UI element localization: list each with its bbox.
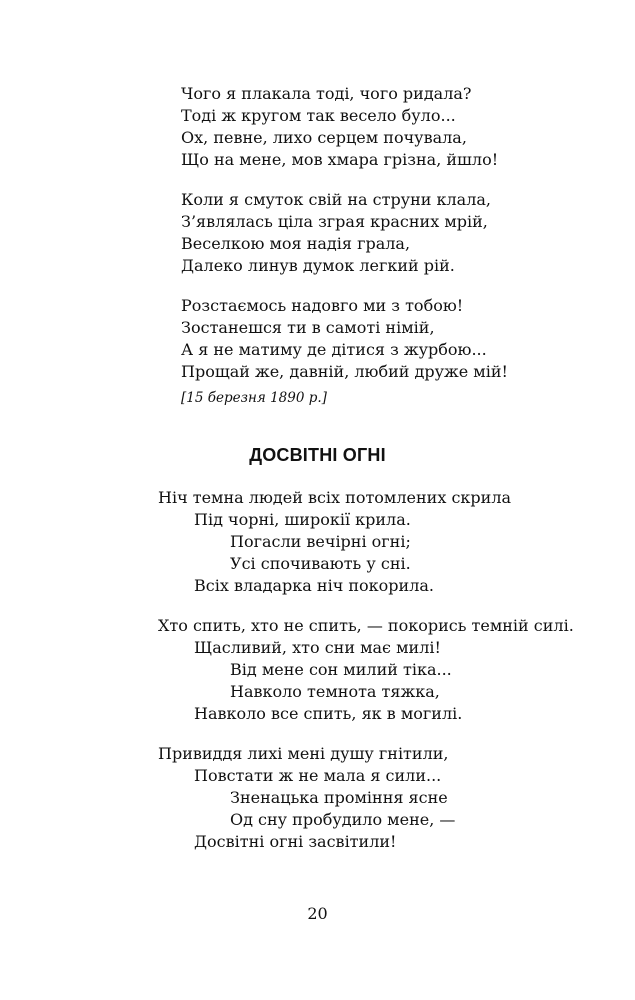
poem2-line: Зненацька проміння ясне xyxy=(230,788,448,807)
poem2-line: Хто спить, хто не спить, — покорись темній силі. xyxy=(158,616,574,635)
poem2-line: Навколо все спить, як в могилі. xyxy=(194,704,463,723)
poem1-line: А я не матиму де дітися з журбою... xyxy=(181,340,487,359)
poem1-line: Далеко линув думок легкий рій. xyxy=(181,256,455,275)
poem1-line: Зостанешся ти в самоті німій, xyxy=(181,318,435,337)
poem-title: ДОСВІТНІ ОГНІ xyxy=(249,445,386,465)
page-number: 20 xyxy=(307,904,328,923)
poem-date: [15 березня 1890 р.] xyxy=(181,390,327,406)
poem2-line: Всіх владарка ніч покорила. xyxy=(194,576,434,595)
poem1-line: Коли я смуток свій на струни клала, xyxy=(181,190,491,209)
poem1-line: Прощай же, давній, любий друже мій! xyxy=(181,362,508,381)
poem2-line: Ніч темна людей всіх потомлених скрила xyxy=(158,488,512,507)
poem1-line: Чого я плакала тоді, чого ридала? xyxy=(181,84,472,103)
poem2-line: Повстати ж не мала я сили... xyxy=(194,766,442,785)
poem1-line: Ох, певне, лихо серцем почувала, xyxy=(181,128,467,147)
poem2-line: Від мене сон милий тіка... xyxy=(230,660,452,679)
poem2-line: Од сну пробудило мене, — xyxy=(230,810,456,829)
poem1-line: Веселкою моя надія грала, xyxy=(181,234,411,253)
poem2-line: Досвітні огні засвітили! xyxy=(194,832,397,851)
poem1-line: З’являлась ціла зграя красних мрій, xyxy=(181,212,488,231)
poem1-line: Розстаємось надовго ми з тобою! xyxy=(181,296,464,315)
poem1-line: Тоді ж кругом так весело було... xyxy=(181,106,456,125)
poem2-line: Усі спочивають у сні. xyxy=(230,554,411,573)
poem1-line: Що на мене, мов хмара грізна, йшло! xyxy=(181,150,499,169)
poem2-line: Під чорні, широкії крила. xyxy=(194,510,411,529)
poem2-line: Привиддя лихі мені душу гнітили, xyxy=(158,744,449,763)
poem2-line: Навколо темнота тяжка, xyxy=(230,682,440,701)
poem2-line: Щасливий, хто сни має милі! xyxy=(194,638,441,657)
poem2-line: Погасли вечірні огні; xyxy=(230,532,411,551)
